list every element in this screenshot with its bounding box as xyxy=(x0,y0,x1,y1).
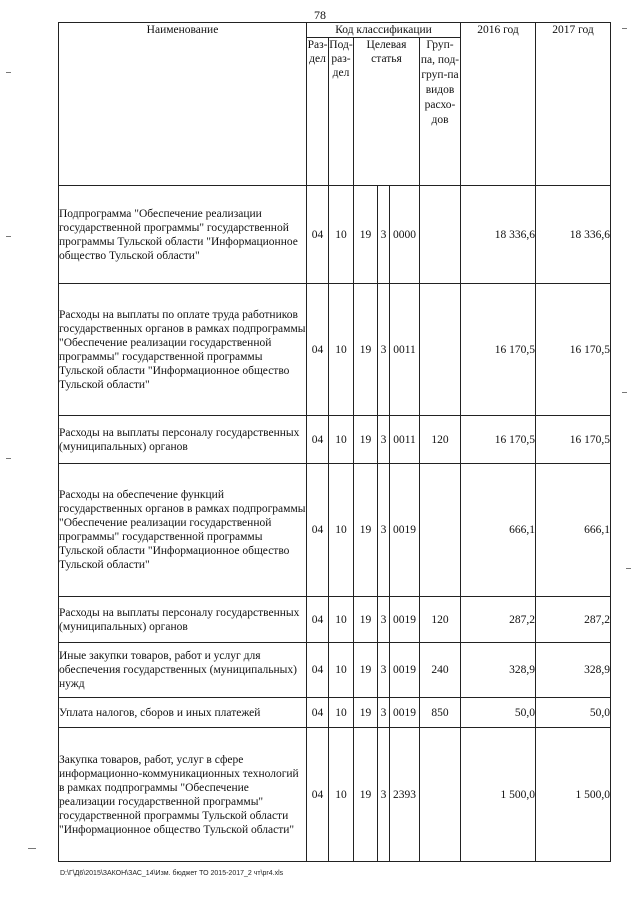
row-2016: 666,1 xyxy=(461,464,536,597)
scan-mark xyxy=(622,28,627,29)
row-2017: 16 170,5 xyxy=(536,284,611,416)
row-2017: 328,9 xyxy=(536,643,611,698)
row-cs2: 3 xyxy=(378,416,390,464)
header-celevaya: Целевая статья xyxy=(354,38,420,186)
row-podrazdel: 10 xyxy=(329,464,354,597)
row-razdel: 04 xyxy=(307,643,329,698)
row-cs3: 0019 xyxy=(390,643,420,698)
row-2017: 287,2 xyxy=(536,597,611,643)
row-vr: 120 xyxy=(420,597,461,643)
row-cs2: 3 xyxy=(378,464,390,597)
file-path-footer: D:\Г\Д6\2015\ЗАКОН\ЗАС_14\Изм. бюджет ТО 2015-2017_2 чт\pr4.xls xyxy=(60,870,284,877)
row-name: Расходы на выплаты персоналу государственных (муниципальных) органов xyxy=(59,597,307,643)
row-cs3: 0019 xyxy=(390,597,420,643)
row-cs1: 19 xyxy=(354,597,378,643)
row-cs3: 0019 xyxy=(390,464,420,597)
table-row xyxy=(59,597,611,643)
header-gruppa: Груп-па, под-груп-па видов расхо-дов xyxy=(420,38,461,186)
scan-mark xyxy=(6,236,11,237)
scan-mark xyxy=(6,458,11,459)
row-cs3: 2393 xyxy=(390,728,420,862)
row-vr: 240 xyxy=(420,643,461,698)
row-cs2: 3 xyxy=(378,186,390,284)
row-cs1: 19 xyxy=(354,464,378,597)
row-2016: 18 336,6 xyxy=(461,186,536,284)
row-name: Иные закупки товаров, работ и услуг для обеспечения государственных (муниципальных) нужд xyxy=(59,643,307,698)
row-cs2: 3 xyxy=(378,728,390,862)
row-vr xyxy=(420,464,461,597)
row-podrazdel: 10 xyxy=(329,597,354,643)
row-razdel: 04 xyxy=(307,597,329,643)
row-name: Расходы на обеспечение функций государственных органов в рамках подпрограммы "Обеспечение реализации государственной программы" государственной программы Тульской области "Информационное общество Тульской области" xyxy=(59,464,307,597)
table-row xyxy=(59,464,611,597)
table-row xyxy=(59,416,611,464)
header-podrazdel: Под-раз-дел xyxy=(329,38,354,186)
row-podrazdel: 10 xyxy=(329,698,354,728)
row-cs1: 19 xyxy=(354,416,378,464)
row-cs1: 19 xyxy=(354,728,378,862)
row-cs1: 19 xyxy=(354,643,378,698)
row-podrazdel: 10 xyxy=(329,643,354,698)
row-razdel: 04 xyxy=(307,284,329,416)
row-vr xyxy=(420,284,461,416)
row-2017: 16 170,5 xyxy=(536,416,611,464)
table-row xyxy=(59,728,611,862)
header-code: Код классификации xyxy=(307,23,461,38)
row-cs2: 3 xyxy=(378,284,390,416)
row-name: Расходы на выплаты персоналу государственных (муниципальных) органов xyxy=(59,416,307,464)
row-name: Расходы на выплаты по оплате труда работников государственных органов в рамках подпрограммы "Обеспечение реализации государственной программы" государственной программы Тульской области "Информационное общество Тульской области" xyxy=(59,284,307,416)
row-cs1: 19 xyxy=(354,698,378,728)
table-row xyxy=(59,643,611,698)
row-razdel: 04 xyxy=(307,186,329,284)
row-razdel: 04 xyxy=(307,698,329,728)
row-2016: 328,9 xyxy=(461,643,536,698)
row-2016: 50,0 xyxy=(461,698,536,728)
row-cs3: 0011 xyxy=(390,416,420,464)
row-2017: 666,1 xyxy=(536,464,611,597)
row-vr: 120 xyxy=(420,416,461,464)
row-cs2: 3 xyxy=(378,597,390,643)
header-razdel: Раз-дел xyxy=(307,38,329,186)
row-2017: 50,0 xyxy=(536,698,611,728)
row-2016: 16 170,5 xyxy=(461,416,536,464)
header-name: Наименование xyxy=(59,23,307,186)
row-name: Уплата налогов, сборов и иных платежей xyxy=(59,698,307,728)
scan-mark xyxy=(28,848,36,849)
header-2017: 2017 год xyxy=(536,23,611,186)
row-vr xyxy=(420,186,461,284)
row-vr xyxy=(420,728,461,862)
row-cs3: 0019 xyxy=(390,698,420,728)
row-name: Закупка товаров, работ, услуг в сфере информационно-коммуникационных технологий в рамках подпрограммы "Обеспечение реализации государственной программы" государственной программы Тульской области "Информационное общество Тульской области" xyxy=(59,728,307,862)
row-name: Подпрограмма "Обеспечение реализации государственной программы" государственной программы Тульской области "Информационное общество Тульской области" xyxy=(59,186,307,284)
table-row xyxy=(59,284,611,416)
row-razdel: 04 xyxy=(307,416,329,464)
row-cs3: 0011 xyxy=(390,284,420,416)
row-vr: 850 xyxy=(420,698,461,728)
scan-mark xyxy=(622,392,627,393)
table-row xyxy=(59,186,611,284)
scan-mark xyxy=(626,568,631,569)
row-podrazdel: 10 xyxy=(329,728,354,862)
row-cs3: 0000 xyxy=(390,186,420,284)
row-cs2: 3 xyxy=(378,643,390,698)
row-cs1: 19 xyxy=(354,284,378,416)
row-podrazdel: 10 xyxy=(329,186,354,284)
row-2017: 1 500,0 xyxy=(536,728,611,862)
scan-mark xyxy=(6,72,11,73)
row-podrazdel: 10 xyxy=(329,416,354,464)
header-2016: 2016 год xyxy=(461,23,536,186)
row-razdel: 04 xyxy=(307,728,329,862)
page-number: 78 xyxy=(314,8,326,22)
row-2016: 16 170,5 xyxy=(461,284,536,416)
row-cs1: 19 xyxy=(354,186,378,284)
row-razdel: 04 xyxy=(307,464,329,597)
table-row xyxy=(59,698,611,728)
row-cs2: 3 xyxy=(378,698,390,728)
row-2016: 287,2 xyxy=(461,597,536,643)
budget-table xyxy=(58,22,611,862)
row-2017: 18 336,6 xyxy=(536,186,611,284)
row-podrazdel: 10 xyxy=(329,284,354,416)
row-2016: 1 500,0 xyxy=(461,728,536,862)
